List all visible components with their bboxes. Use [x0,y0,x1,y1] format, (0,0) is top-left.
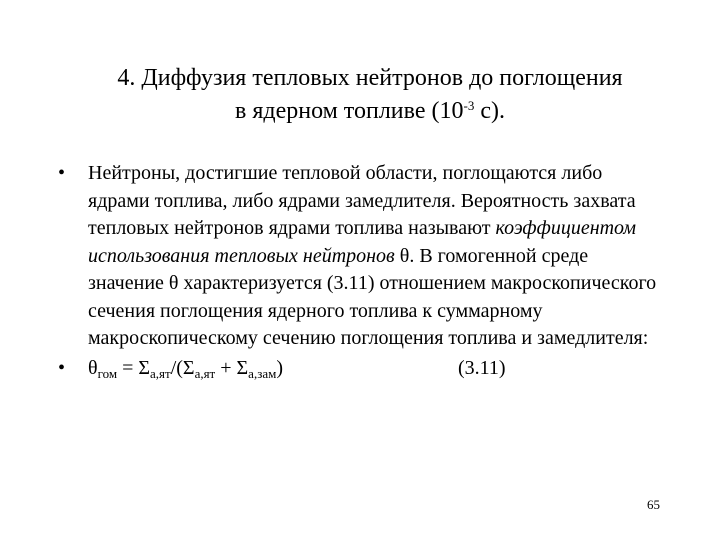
bullet-formula [58,355,668,383]
formula-plus-sigma: + Σ [215,356,249,379]
bullet-list [58,160,668,382]
title-line-2-tail: с). [474,98,505,124]
paragraph-text [88,160,668,353]
formula-sub-2: а,ят [194,365,216,381]
page-number: 65 [647,497,660,512]
formula-number: (3.11) [458,356,506,379]
formula-theta: θ [88,356,98,379]
bullet-paragraph [58,160,668,353]
italic-term: коэффициентом использования тепловых нейтронов [88,217,637,267]
formula-theta-sub: гом [97,365,118,381]
slide-title [40,62,700,128]
formula-sub-3: а,зам [248,365,277,381]
paragraph-text-part2: θ. В гомогенной среде значение θ характеризуется (3.11) отношением макроскопического сечения поглощения ядерного топлива к суммарному макроскопическому сечению поглощения топлива и замедлителя: [88,244,657,349]
title-line-2-text: в ядерном топливе (10 [235,98,464,124]
formula-sub-1: а,ят [150,365,171,381]
paragraph-text-part1: Нейтроны, достигшие тепловой области, поглощаются либо ядрами топлива, либо ядрами замедлителя. Вероятность захвата тепловых нейтронов ядрами топлива называют [88,162,636,239]
formula-div-sigma: /(Σ [170,356,195,379]
bullet-marker: • [58,356,66,379]
bullet-marker: • [58,162,66,184]
title-line-2 [40,95,700,128]
title-line-1: 4. Диффузия тепловых нейтронов до поглощения [117,65,623,91]
formula-close: ) [276,356,283,379]
title-exponent: -3 [463,98,475,113]
formula-eq-sigma: = Σ [117,356,151,379]
formula [88,357,283,379]
